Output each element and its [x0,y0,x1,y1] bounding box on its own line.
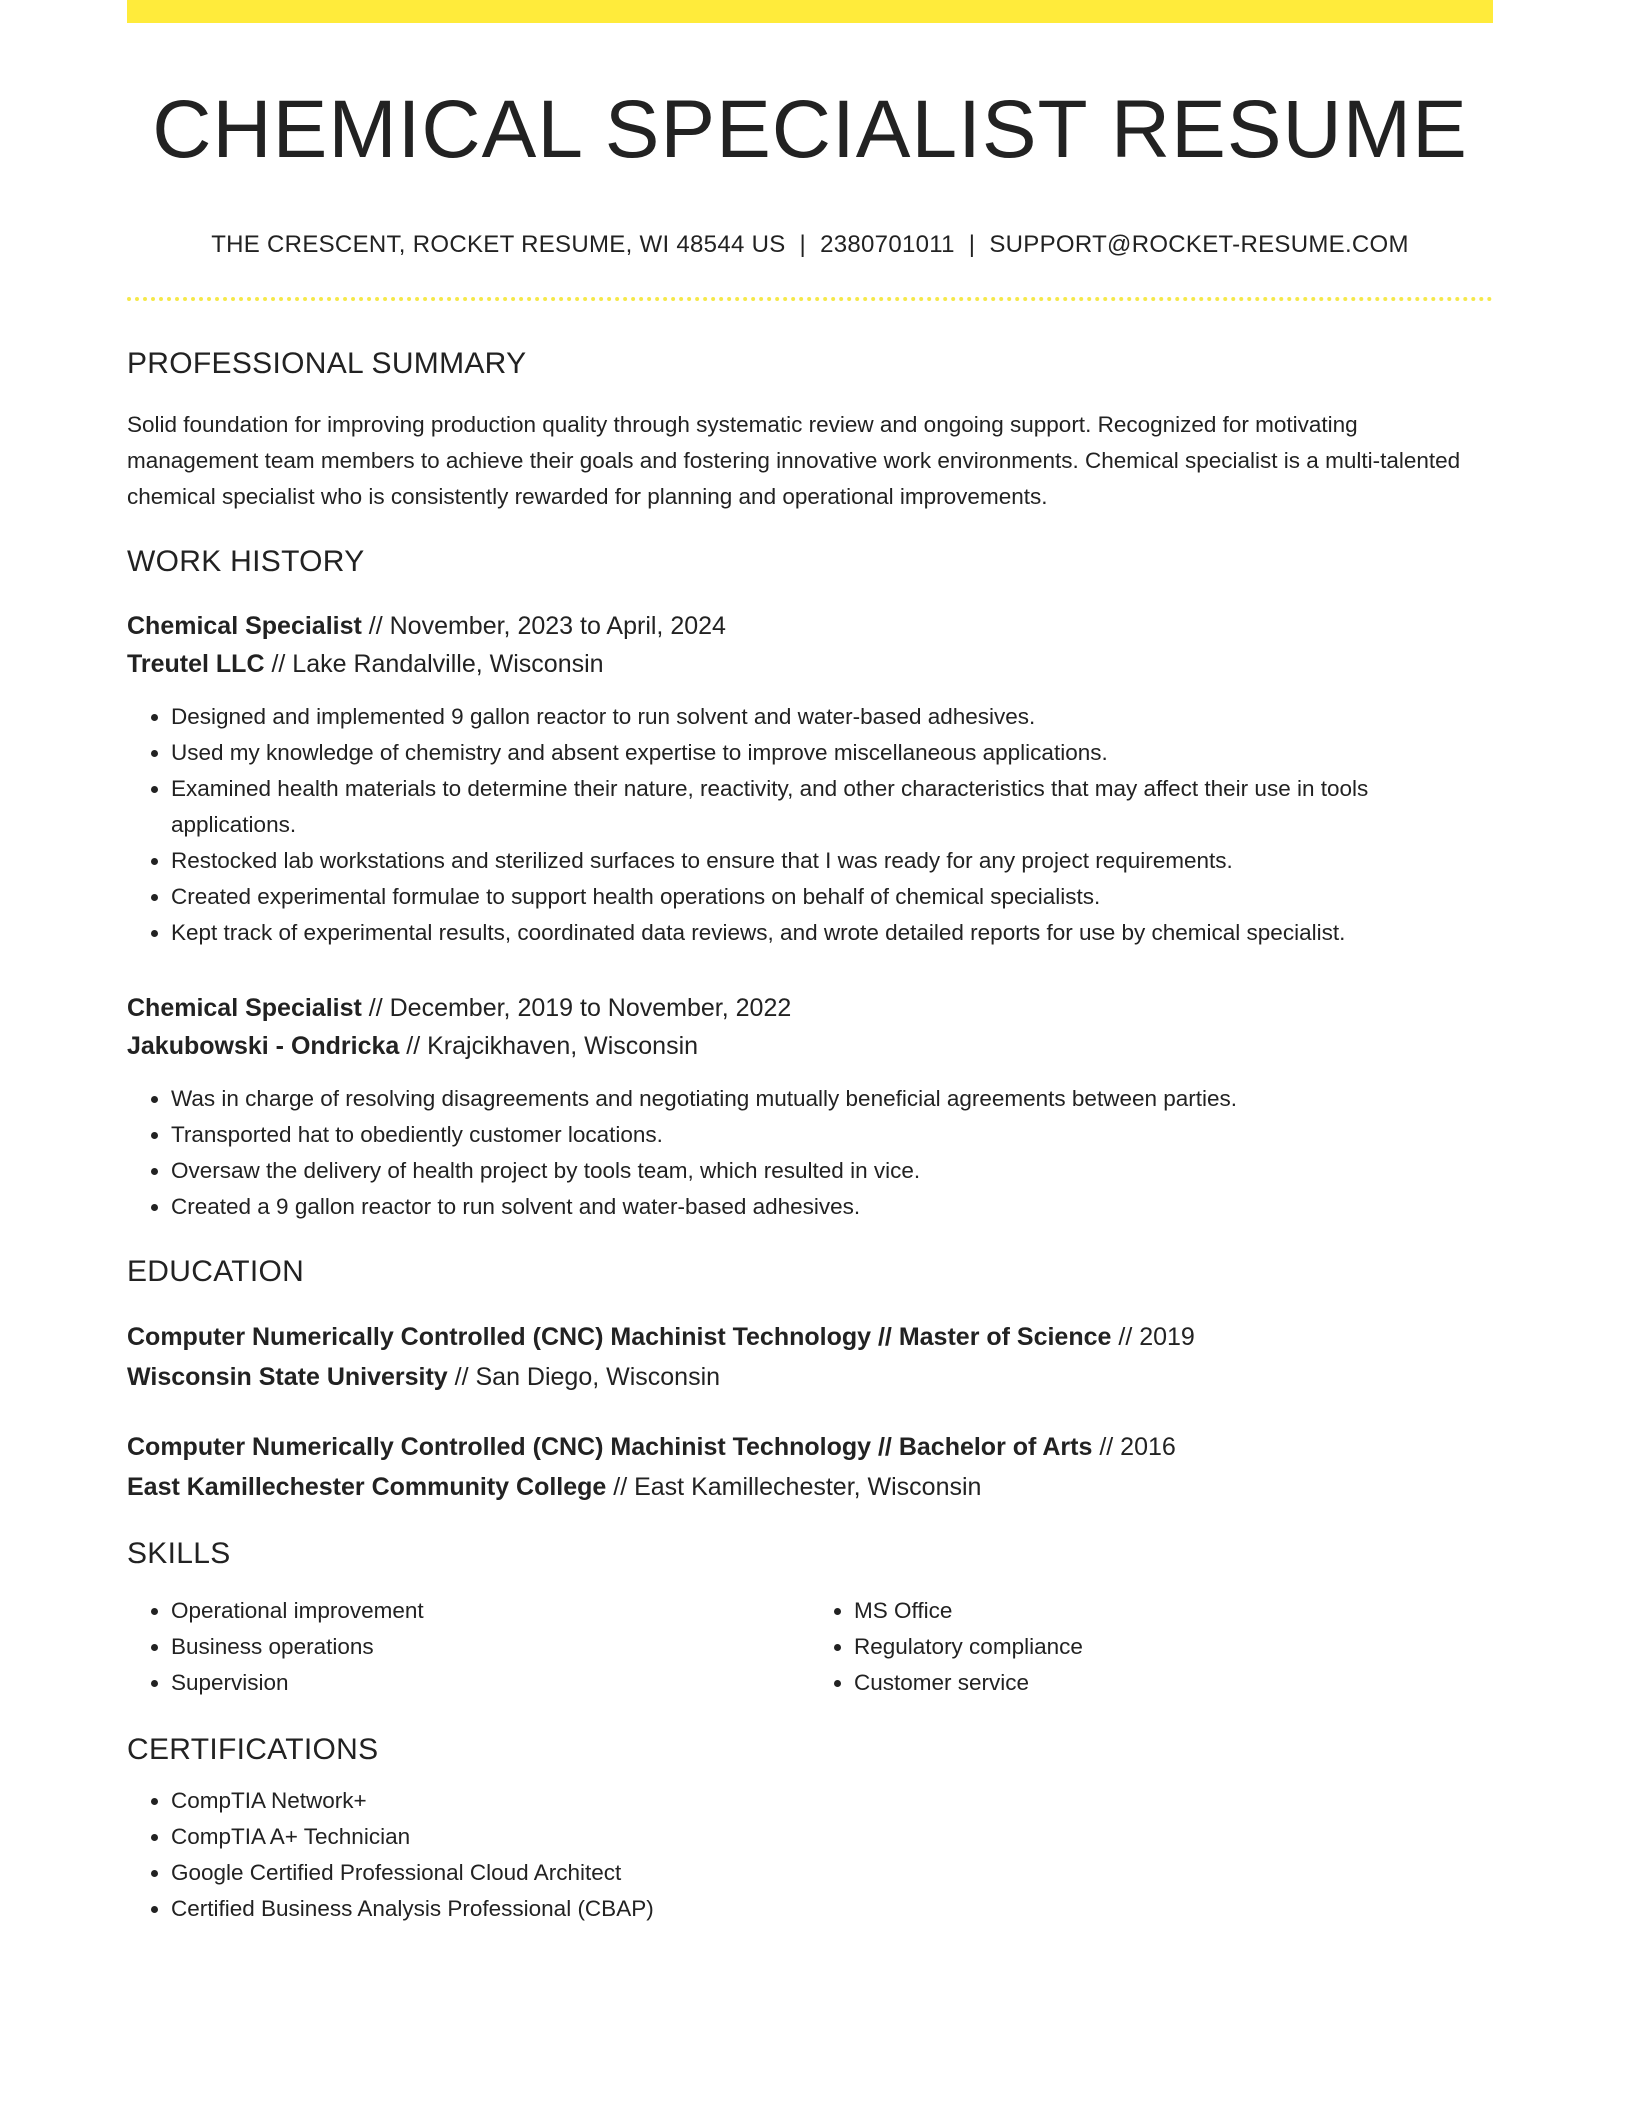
job-title-line [127,607,1493,645]
job-entry [127,989,1493,1225]
job-company: Jakubowski - Ondricka [127,1032,400,1061]
list-item: • MS Office [854,1593,1493,1629]
contact-line [127,231,1493,259]
accent-top-bar [127,0,1493,23]
degree-line [127,1427,1493,1467]
list-item: • Certified Business Analysis Professional (CBAP) [171,1891,1493,1927]
job-entry [127,607,1493,951]
resume-page [127,0,1493,1927]
school-line [127,1357,1493,1397]
job-title: Chemical Specialist [127,612,362,641]
summary-heading: PROFESSIONAL SUMMARY [127,347,527,381]
degree: Computer Numerically Controlled (CNC) Machinist Technology // Master of Science [127,1323,1112,1352]
dotted-divider [127,297,1493,301]
contact-separator: | [799,231,807,259]
list-item: • Supervision [171,1665,810,1701]
job-title: Chemical Specialist [127,994,362,1023]
school-name: Wisconsin State University [127,1363,448,1392]
skills-columns [127,1593,1493,1701]
job-title-line [127,989,1493,1027]
education-heading: EDUCATION [127,1255,305,1289]
list-item: • Customer service [854,1665,1493,1701]
address: THE CRESCENT, ROCKET RESUME, WI 48544 US [211,231,786,259]
list-item: • Transported hat to obediently customer locations. [171,1117,1493,1153]
certifications-list [127,1783,1493,1927]
graduation-year: // 2019 [1111,1323,1195,1352]
list-item: • Operational improvement [171,1593,810,1629]
list-item: • CompTIA Network+ [171,1783,1493,1819]
education-entry [127,1317,1493,1397]
certifications-heading: CERTIFICATIONS [127,1733,379,1767]
list-item: • Created a 9 gallon reactor to run solvent and water-based adhesives. [171,1189,1493,1225]
degree-line [127,1317,1493,1357]
job-company-line [127,1027,1493,1065]
list-item: • Restocked lab workstations and sterilized surfaces to ensure that I was ready for any project requirements. [171,843,1493,879]
list-item: • Used my knowledge of chemistry and absent expertise to improve miscellaneous applications. [171,735,1493,771]
list-item: • Business operations [171,1629,810,1665]
list-item: • Created experimental formulae to support health operations on behalf of chemical specialists. [171,879,1493,915]
job-company-line [127,645,1493,683]
summary-text: Solid foundation for improving production quality through systematic review and ongoing support. Recognized for motivating management team members to achieve their goals and fostering innovative work environments. Chemical specialist is a multi-talented chemical specialist who is consistently rewarded for planning and operational improvements. [127,412,1461,510]
list-item: • CompTIA A+ Technician [171,1819,1493,1855]
list-item: • Was in charge of resolving disagreements and negotiating mutually beneficial agreements between parties. [171,1081,1493,1117]
education-entry [127,1427,1493,1507]
job-location: // Krajcikhaven, Wisconsin [399,1032,699,1061]
job-company: Treutel LLC [127,650,265,679]
skills-heading: SKILLS [127,1537,231,1571]
school-line [127,1467,1493,1507]
job-bullets [127,699,1493,951]
job-location: // Lake Randalville, Wisconsin [264,650,604,679]
resume-title: CHEMICAL SPECIALIST RESUME [152,84,1468,175]
skills-list-right [810,1593,1493,1701]
school-location: // East Kamillechester, Wisconsin [606,1473,982,1502]
list-item: • Designed and implemented 9 gallon reactor to run solvent and water-based adhesives. [171,699,1493,735]
job-dates: // November, 2023 to April, 2024 [361,612,726,641]
job-bullets [127,1081,1493,1225]
graduation-year: // 2016 [1092,1433,1176,1462]
work-history-heading: WORK HISTORY [127,545,365,579]
degree: Computer Numerically Controlled (CNC) Machinist Technology // Bachelor of Arts [127,1433,1093,1462]
email: SUPPORT@ROCKET-RESUME.COM [989,231,1409,259]
school-name: East Kamillechester Community College [127,1473,607,1502]
list-item: • Regulatory compliance [854,1629,1493,1665]
list-item: • Google Certified Professional Cloud Architect [171,1855,1493,1891]
skills-list-left [127,1593,810,1701]
contact-separator: | [968,231,976,259]
list-item: • Kept track of experimental results, coordinated data reviews, and wrote detailed reports for use by chemical specialist. [171,915,1493,951]
list-item: • Oversaw the delivery of health project by tools team, which resulted in vice. [171,1153,1493,1189]
phone: 2380701011 [820,231,955,259]
job-dates: // December, 2019 to November, 2022 [361,994,792,1023]
list-item: • Examined health materials to determine their nature, reactivity, and other characteristics that may affect their use in tools applications. [171,771,1493,843]
school-location: // San Diego, Wisconsin [447,1363,721,1392]
